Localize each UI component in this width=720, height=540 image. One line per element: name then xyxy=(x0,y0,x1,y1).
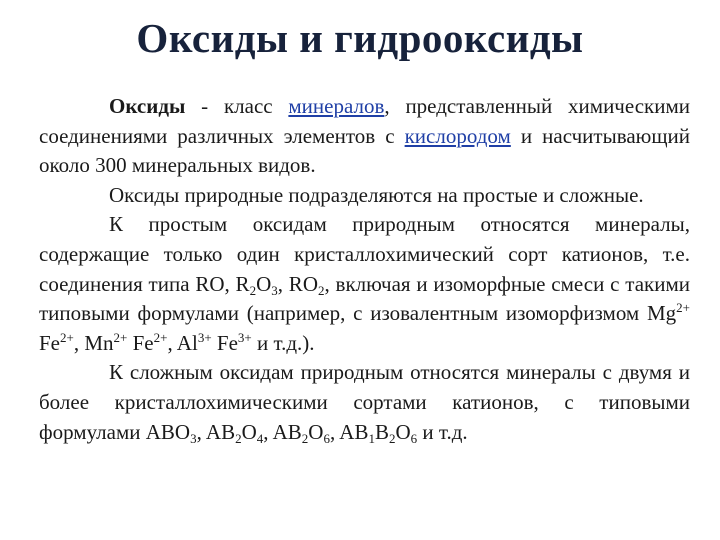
text-segment: К простым оксидам природным относятся минералы, содержащие только один кристаллохимический сорт катионов, т.е. соединения типа RO, R xyxy=(39,212,690,296)
text-segment: Fe xyxy=(39,330,60,355)
text-segment: O xyxy=(308,419,324,444)
text-segment: , AB xyxy=(263,419,302,444)
superscript: 3+ xyxy=(197,329,212,345)
text-segment: , включая и изоморфные смеси с такими типовыми формулами (например, с изовалентным изоморфизмом Mg xyxy=(39,271,690,326)
subscript: 3 xyxy=(271,282,278,298)
superscript: 3+ xyxy=(237,329,252,345)
text-segment: O xyxy=(395,419,411,444)
slide-title: Оксиды и гидрооксиды xyxy=(136,15,584,61)
text-segment: O xyxy=(256,271,272,296)
subscript: 2 xyxy=(235,430,242,446)
subscript: 3 xyxy=(190,430,197,446)
paragraph-definition xyxy=(39,92,690,181)
subscript: 2 xyxy=(301,430,309,446)
slide-body xyxy=(39,92,690,447)
text-segment: B xyxy=(374,419,389,444)
link-minerals[interactable]: минералов xyxy=(288,94,385,118)
text-segment: , RO xyxy=(277,271,318,296)
subscript: 4 xyxy=(256,430,264,446)
text-segment: , Al xyxy=(167,330,198,355)
text-segment: Fe xyxy=(211,330,238,355)
paragraph-complex-oxides xyxy=(39,358,690,447)
subscript: 2 xyxy=(388,430,396,446)
paragraph-simple-oxides xyxy=(39,210,690,358)
superscript: 2+ xyxy=(113,329,128,345)
text-segment: , AB xyxy=(196,419,236,444)
subscript: 1 xyxy=(368,430,375,446)
subscript: 2 xyxy=(249,282,257,298)
text-segment: O xyxy=(241,419,257,444)
text-segment: , представленный химическими соединениями различных элементов с xyxy=(39,94,690,148)
term-oxides: Оксиды xyxy=(109,94,186,118)
paragraph-classification: Оксиды природные подразделяются на простые и сложные. xyxy=(109,182,644,207)
text-segment: , AB xyxy=(329,419,369,444)
text-segment: , Mn xyxy=(73,330,114,355)
superscript: 2+ xyxy=(676,300,690,316)
text-segment: К сложным оксидам природным относятся минералы с двумя и более кристаллохимическими сортами катионов, с типовыми формулами ABO xyxy=(39,360,690,444)
subscript: 6 xyxy=(323,430,330,446)
text-segment: Fe xyxy=(127,330,154,355)
text-segment: - класс xyxy=(185,94,289,118)
subscript: 6 xyxy=(410,430,418,446)
text-segment: и насчитывающий около 300 минеральных видов. xyxy=(39,123,690,178)
superscript: 2+ xyxy=(153,329,168,345)
text-segment: и т.д. xyxy=(417,419,468,444)
subscript: 2 xyxy=(317,282,325,298)
text-segment: и т.д.). xyxy=(251,330,315,355)
superscript: 2+ xyxy=(60,329,74,345)
link-oxygen[interactable]: кислородом xyxy=(404,123,511,148)
